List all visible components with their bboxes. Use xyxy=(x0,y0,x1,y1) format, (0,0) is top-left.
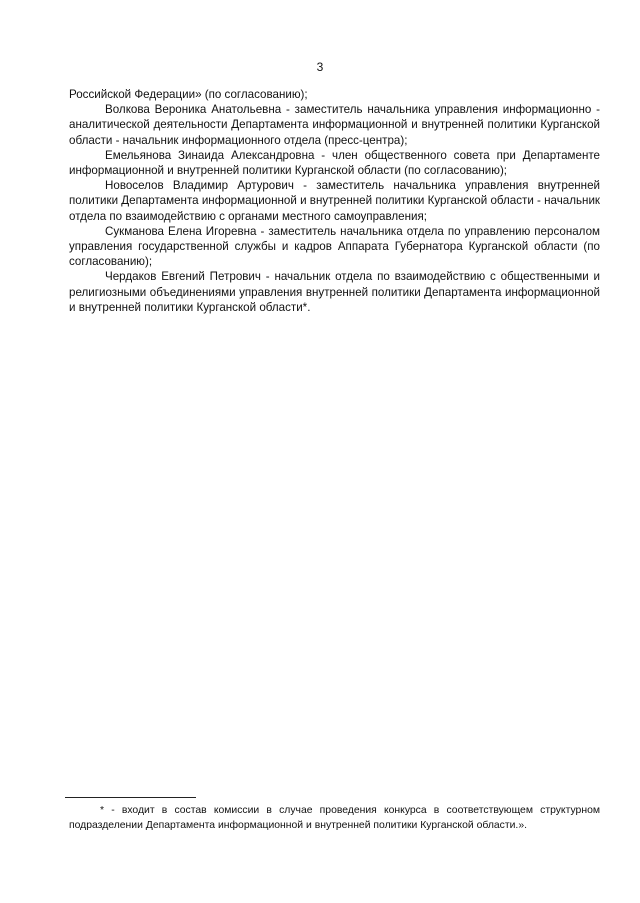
paragraph-emelyanova: Емельянова Зинаида Александровна - член общественного совета при Департаменте информационной и внутренней политики Курганской области (по согласованию); xyxy=(69,148,600,178)
footnote: * - входит в состав комиссии в случае проведения конкурса в соответствующем структурном подразделении Департамента информационной и внутренней политики Курганской области.». xyxy=(69,805,600,831)
document-body xyxy=(69,87,600,315)
paragraph-cherdakov: Чердаков Евгений Петрович - начальник отдела по взаимодействию с общественными и религиозными объединениями управления внутренней политики Департамента информационной и внутренней политики Курганской области*. xyxy=(69,270,600,314)
paragraph-sukmanova: Сукманова Елена Игоревна - заместитель начальника отдела по управлению персоналом управления государственной службы и кадров Аппарата Губернатора Курганской области (по согласованию); xyxy=(69,224,600,269)
footnote-divider xyxy=(65,797,196,798)
paragraph-continuation: Российской Федерации» (по согласованию); xyxy=(69,88,308,101)
paragraph-volkova: Волкова Вероника Анатольевна - заместитель начальника управления информационно - аналитической деятельности Департамента информационной и внутренней политики Курганской области - начальник информационного отдела (пресс-центра); xyxy=(69,103,600,147)
page-number: 3 xyxy=(316,60,324,74)
paragraph-novoselov: Новоселов Владимир Артурович - заместитель начальника управления внутренней политики Департамента информационной и внутренней политики Курганской области - начальник отдела по взаимодействию с органами местного самоуправления; xyxy=(69,179,600,223)
